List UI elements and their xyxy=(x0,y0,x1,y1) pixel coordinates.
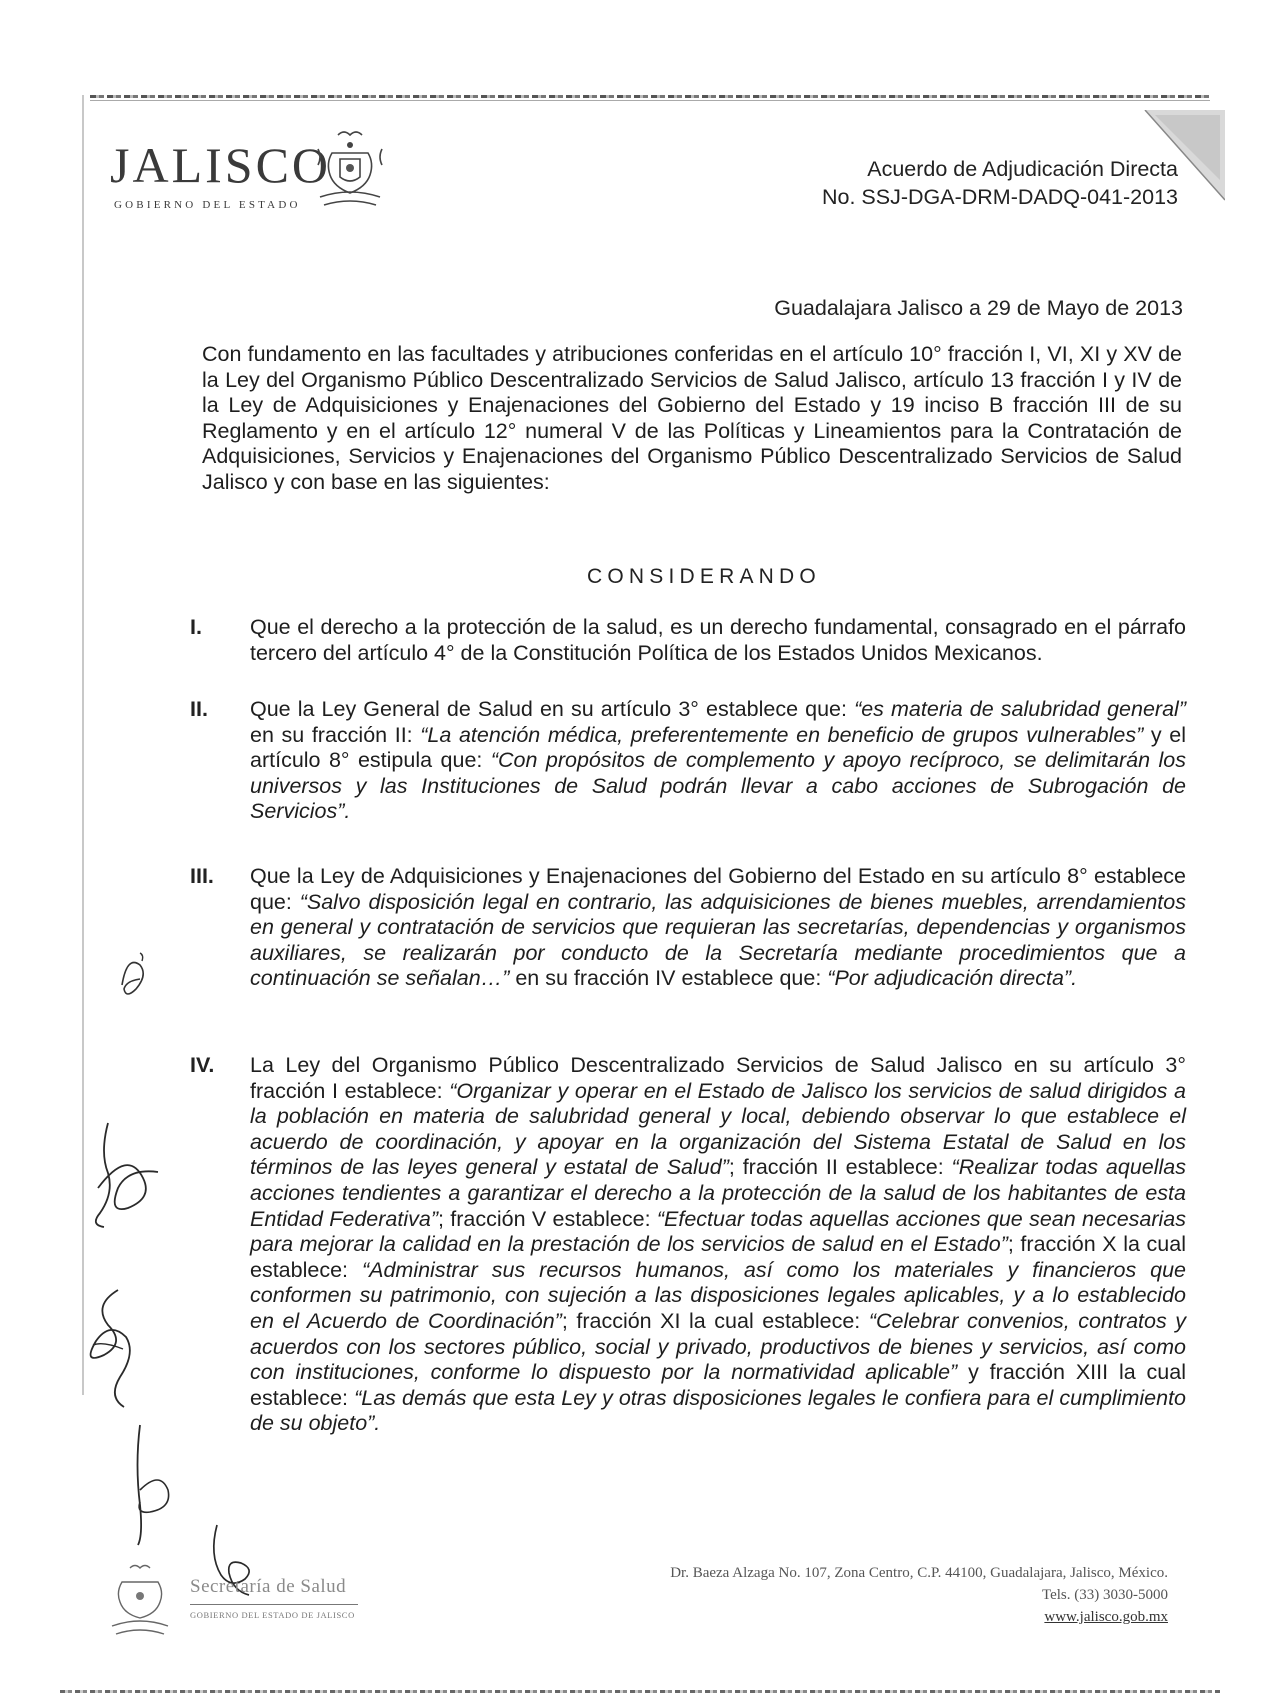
item-quote: “es materia de salubridad general” xyxy=(854,697,1186,721)
jalisco-logo xyxy=(110,137,390,237)
footer-address-block xyxy=(670,1562,1168,1628)
section-heading-text: CONSIDERANDO xyxy=(587,565,821,588)
state-seal-icon xyxy=(310,125,390,215)
item-quote: “Realizar todas aquellas acciones tendientes a garantizar el derecho a la protección de la salud de los habitantes de esta Entidad Federativa” xyxy=(250,1155,1186,1231)
intro-paragraph: Con fundamento en las facultades y atribuciones conferidas en el artículo 10° fracción I, VI, XI y XV de la Ley del Organismo Público Descentralizado Servicios de Salud Jalisco, artículo 13 fracción I y IV de la Ley de Adquisiciones y Enajenaciones del Gobierno del Estado y 19 inciso B fracción III de su Reglamento y en el artículo 12° numeral V de las Políticas y Lineamientos para la Contratación de Adquisiciones, Servicios y Enajenaciones del Organismo Público Descentralizado Servicios de Salud Jalisco y con base en las siguientes: xyxy=(202,342,1182,494)
item-numeral: I. xyxy=(190,615,202,639)
item-quote: “La atención médica, preferentemente en beneficio de grupos vulnerables” xyxy=(420,722,1144,747)
item-quote: “Salvo disposición legal en contrario, las adquisiciones de bienes muebles, arrendamientos en general y contratación de servicios que requieran las secretarías, dependencias y organismos auxiliares, se realizarán por conducto de la Secretaría mediante procedimientos que a continuación se señalan…” xyxy=(250,889,1186,991)
item-text-run: ; fracción X la cual establece: xyxy=(250,1232,1186,1282)
item-text-run: Que el derecho a la protección de la salud, es un derecho fundamental, consagrado en el párrafo tercero del artículo 4° de la Constitución Política de los Estados Unidos Mexicanos. xyxy=(250,615,1186,665)
scan-edge-top xyxy=(90,95,1210,98)
item-text-run: y el artículo 8° estipula que: xyxy=(250,722,1186,773)
footer-phone: Tels. (33) 3030-5000 xyxy=(1041,1587,1168,1603)
scan-edge-bottom xyxy=(60,1690,1220,1693)
item-text xyxy=(250,697,1186,825)
secretaria-name: Secretaría de Salud xyxy=(190,1576,347,1597)
item-quote: “Efectuar todas aquellas acciones que sean necesarias para mejorar la calidad en la prestación de los servicios de salud en el Estado” xyxy=(250,1206,1186,1257)
item-text-run: en su fracción II: xyxy=(250,722,421,747)
document-header xyxy=(822,155,1178,211)
footer-website-link[interactable]: www.jalisco.gob.mx xyxy=(1044,1609,1168,1625)
secretaria-divider xyxy=(190,1604,358,1605)
item-quote: “Por adjudicación directa”. xyxy=(827,966,1078,991)
secretaria-seal-icon xyxy=(100,1560,180,1645)
item-quote: “Las demás que esta Ley y otras disposiciones legales le confiera para el cumplimiento de su objeto”. xyxy=(250,1385,1186,1436)
logo-wordmark: JALISCO xyxy=(110,137,332,193)
footer-address: Dr. Baeza Alzaga No. 107, Zona Centro, C.P. 44100, Guadalajara, Jalisco, México. xyxy=(670,1565,1168,1581)
item-text-run: Que la Ley General de Salud en su artículo 3° establece que: xyxy=(250,697,855,721)
margin-signature-3 xyxy=(110,1420,180,1550)
item-quote: “Organizar y operar en el Estado de Jalisco los servicios de salud dirigidos a la población en materia de salubridad general y local, debiendo observar lo que establece el acuerdo de coordinación, y apoyar en la organización del Sistema Estatal de Salud en los términos de las leyes general y estatal de Salud” xyxy=(250,1078,1187,1180)
item-quote: “Con propósitos de complemento y apoyo recíproco, se delimitarán los universos y las Instituciones de Salud podrán llevar a cabo acciones de Subrogación de Servicios”. xyxy=(250,748,1187,824)
item-text xyxy=(250,615,1186,666)
margin-signature-1 xyxy=(78,1118,168,1228)
dateline: Guadalajara Jalisco a 29 de Mayo de 2013 xyxy=(774,296,1183,320)
scan-edge-top-line xyxy=(90,100,1210,101)
item-text-run: y fracción XIII la cual establece: xyxy=(250,1360,1186,1410)
secretaria-salud-logo xyxy=(100,1548,380,1658)
item-text-run: La Ley del Organismo Público Descentralizado Servicios de Salud Jalisco en su artículo 3° fracción I establece: xyxy=(250,1053,1186,1103)
item-quote: “Administrar sus recursos humanos, así como los materiales y financieros que conformen su patrimonio, con sujeción a las disposiciones legales aplicables, y a lo establecido en el Acuerdo de Coordinación” xyxy=(250,1257,1187,1333)
item-text-run: ; fracción XI la cual establece: xyxy=(561,1308,869,1333)
item-text-run: Que la Ley de Adquisiciones y Enajenaciones del Gobierno del Estado en su artículo 8° establece que: xyxy=(250,864,1186,914)
item-numeral: III. xyxy=(190,864,214,888)
item-text xyxy=(250,1053,1186,1437)
document-number: No. SSJ-DGA-DRM-DADQ-041-2013 xyxy=(821,185,1178,209)
logo-subtitle: GOBIERNO DEL ESTADO xyxy=(114,199,301,211)
item-text-run: en su fracción IV establece que: xyxy=(509,966,828,991)
item-text-run: ; fracción II establece: xyxy=(728,1155,952,1180)
section-heading xyxy=(0,565,1273,589)
item-numeral: II. xyxy=(190,697,208,721)
item-text xyxy=(250,864,1186,992)
item-numeral: IV. xyxy=(190,1053,215,1077)
margin-signature-2 xyxy=(78,1285,148,1415)
margin-initial-signature xyxy=(112,945,152,1005)
item-quote: “Celebrar convenios, contratos y acuerdos con los sectores público, social y privado, productivos de bienes y servicios, así como con instituciones, conforme lo dispuesto por la normatividad aplicable” xyxy=(250,1308,1186,1385)
item-text-run: ; fracción V establece: xyxy=(437,1206,657,1231)
document-title: Acuerdo de Adjudicación Directa xyxy=(867,157,1178,181)
secretaria-subtitle: GOBIERNO DEL ESTADO DE JALISCO xyxy=(190,1610,355,1620)
